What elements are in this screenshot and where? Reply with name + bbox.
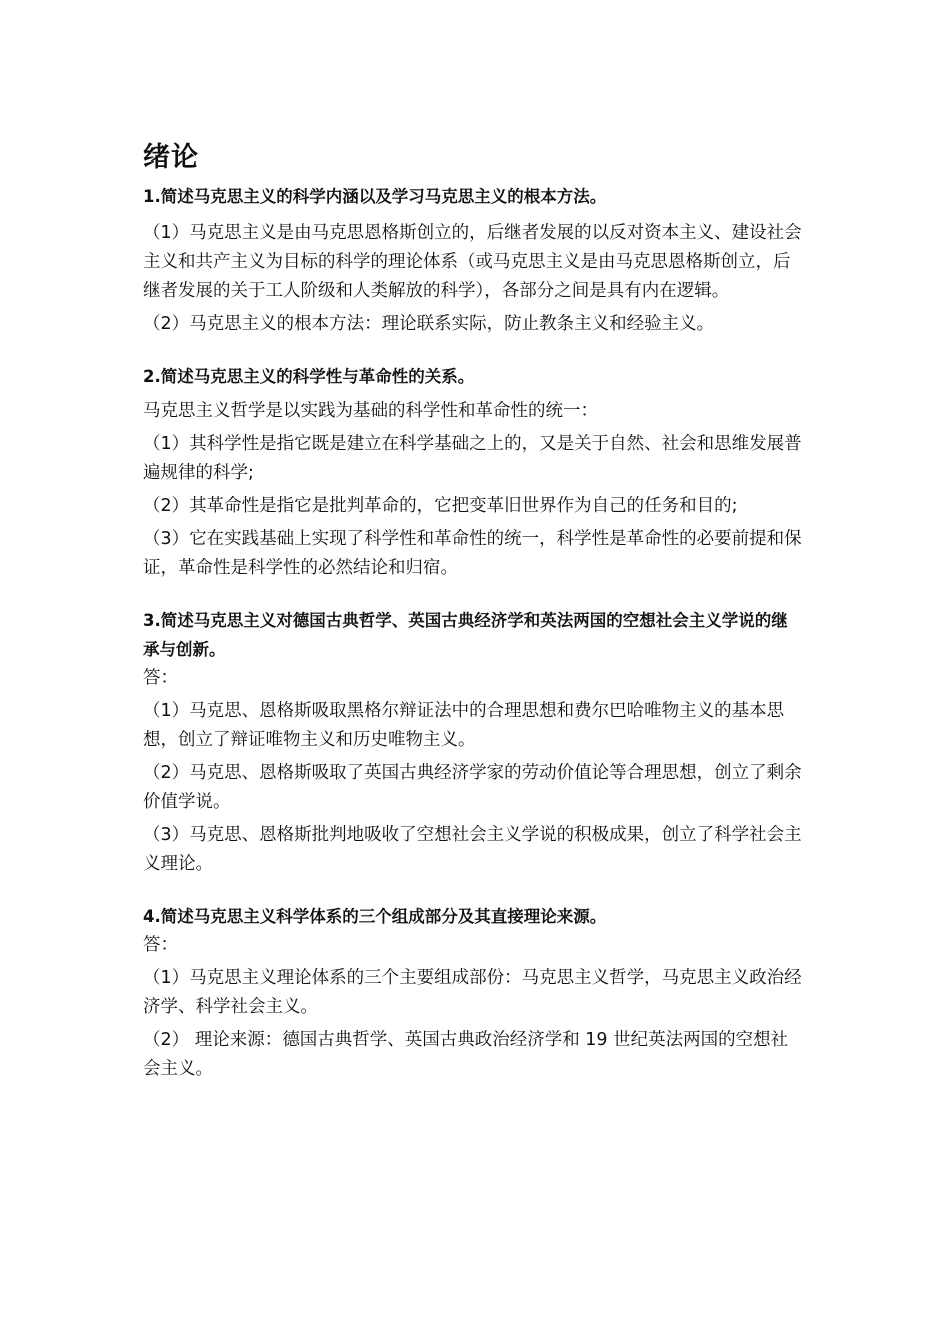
answer-lead: 答： (143, 668, 178, 688)
answer-lead: 马克思主义哲学是以实践为基础的科学性和革命性的统一： (143, 401, 598, 421)
answer-paragraph: （1）马克思、恩格斯吸取黑格尔辩证法中的合理思想和费尔巴哈唯物主义的基本思想，创立了辩证唯物主义和历史唯物主义。 (143, 701, 785, 750)
answer-paragraph: （2） 理论来源：德国古典哲学、英国古典政治经济学和 19 世纪英法两国的空想社会主义。 (143, 1030, 789, 1079)
chapter-title: 绪论 (143, 142, 199, 173)
answer-lead: 答： (143, 935, 178, 955)
answer-paragraph: （1）马克思主义理论体系的三个主要组成部份：马克思主义哲学，马克思主义政治经济学、科学社会主义。 (143, 968, 802, 1017)
question-section-1 (143, 182, 803, 339)
answer-paragraph: （1）马克思主义是由马克思恩格斯创立的，后继者发展的以反对资本主义、建设社会主义和共产主义为目标的科学的理论体系（或马克思主义是由马克思恩格斯创立，后继者发展的关于工人阶级和人类解放的科学），各部分之间是具有内在逻辑。 (143, 223, 802, 301)
question-section-3 (143, 606, 803, 879)
question-section-2 (143, 362, 803, 583)
answer-paragraph: （2）马克思主义的根本方法：理论联系实际，防止教条主义和经验主义。 (143, 314, 715, 334)
question-title-3: 3.简述马克思主义对德国古典哲学、英国古典经济学和英法两国的空想社会主义学说的继承与创新。 (143, 611, 788, 659)
question-title-4: 4.简述马克思主义科学体系的三个组成部分及其直接理论来源。 (143, 907, 607, 926)
answer-paragraph: （3）马克思、恩格斯批判地吸收了空想社会主义学说的积极成果，创立了科学社会主义理论。 (143, 825, 802, 874)
document-page (143, 138, 803, 1107)
answer-paragraph: （2）马克思、恩格斯吸取了英国古典经济学家的劳动价值论等合理思想，创立了剩余价值学说。 (143, 763, 802, 812)
answer-paragraph: （1）其科学性是指它既是建立在科学基础之上的，又是关于自然、社会和思维发展普遍规律的科学; (143, 434, 802, 483)
question-section-4 (143, 902, 803, 1084)
question-title-1: 1.简述马克思主义的科学内涵以及学习马克思主义的根本方法。 (143, 187, 607, 206)
answer-paragraph: （2）其革命性是指它是批判革命的，它把变革旧世界作为自己的任务和目的; (143, 496, 738, 516)
question-title-2: 2.简述马克思主义的科学性与革命性的关系。 (143, 367, 475, 386)
answer-paragraph: （3）它在实践基础上实现了科学性和革命性的统一，科学性是革命性的必要前提和保证，革命性是科学性的必然结论和归宿。 (143, 529, 802, 578)
